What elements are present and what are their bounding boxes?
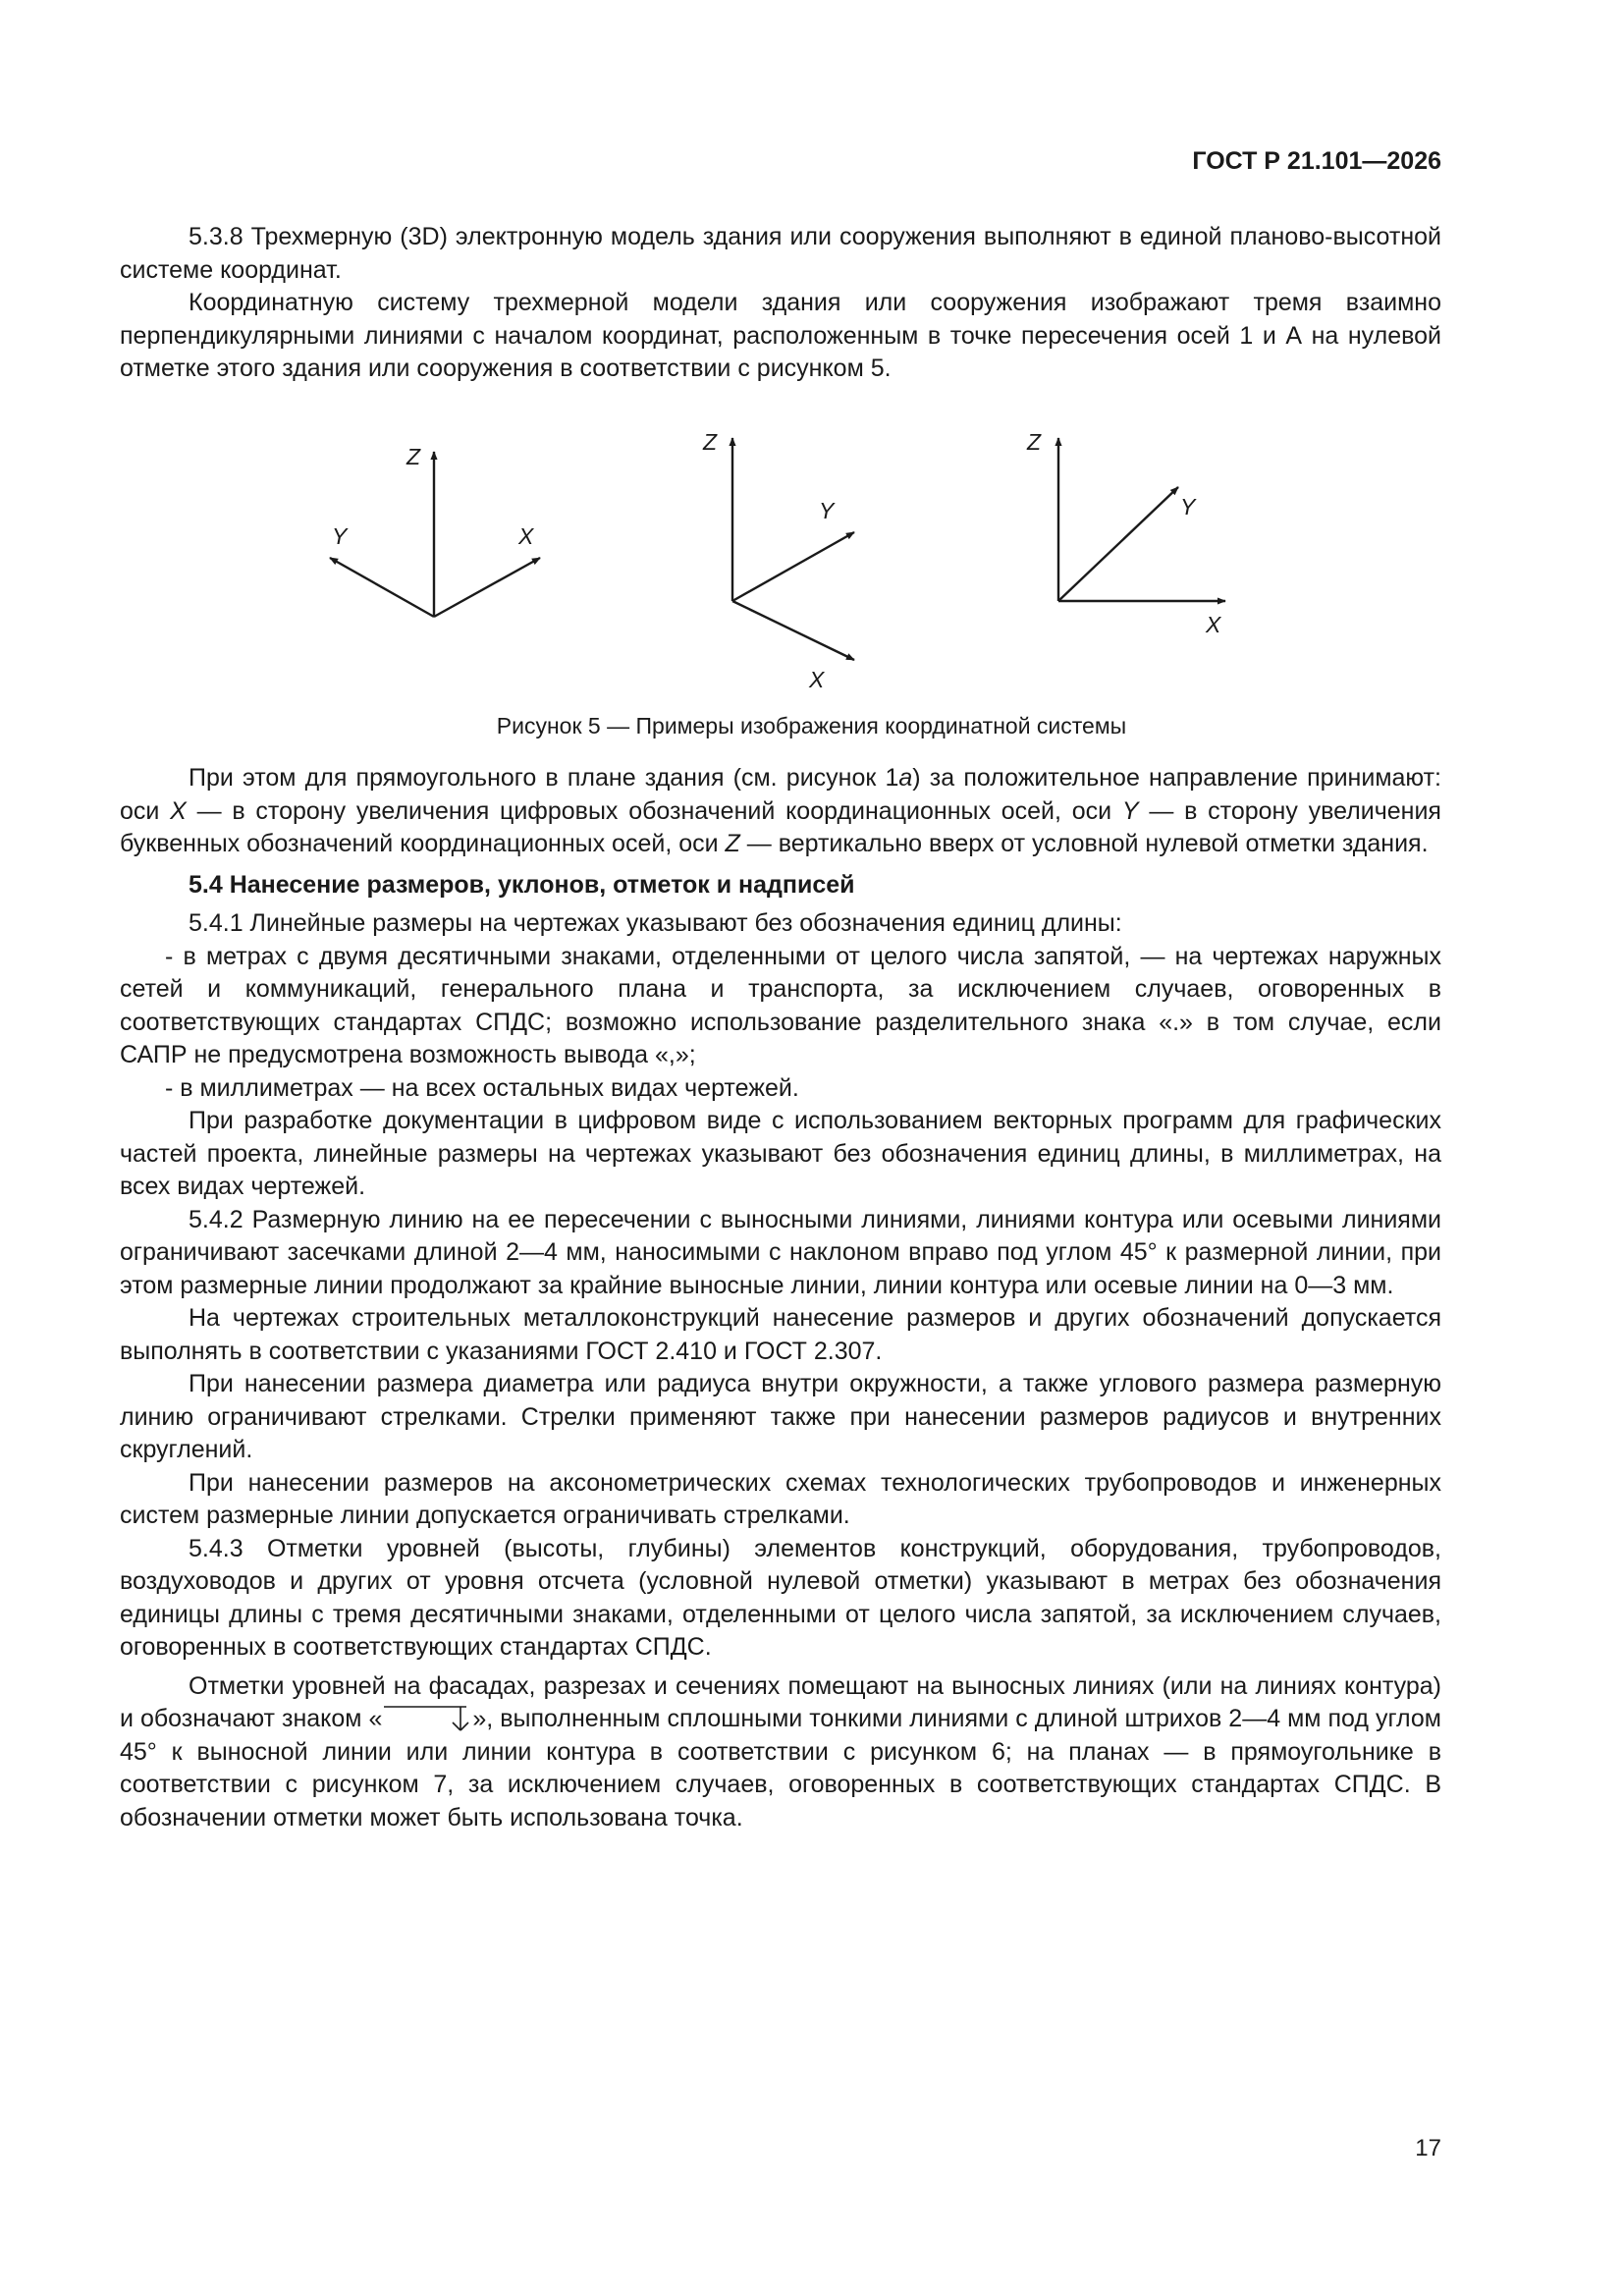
axis-label-z: Z [406,444,421,469]
axis-label-z: Z [1027,429,1042,455]
paragraph-5-4-3: 5.4.3 Отметки уровней (высоты, глубины) элементов конструкций, оборудования, трубопроводов, воздуховодов и других от уровня отсчета (условной нулевой отметки) указывают в метрах без обозначения единицы длины с тремя десятичными знаками, отделенными от целого числа запятой, за исключением случаев, оговоренных в соответствующих стандартах СПДС. [120,1534,1441,1661]
coordinate-example-3 [1026,429,1225,637]
figure-5-caption: Рисунок 5 — Примеры изображения координатной системы [496,713,1127,738]
coordinate-example-2 [702,429,854,692]
paragraph-coordinate-system: Координатную систему трехмерной модели здания или сооружения изображают тремя взаимно перпендикулярными линиями с началом координат, расположенным в точке пересечения осей 1 и А на нулевой отметке этого здания или сооружения в соответствии с рисунком 5. [120,289,1441,382]
section-heading-5-4: 5.4 Нанесение размеров, уклонов, отметок и надписей [189,870,855,899]
axis-label-y: Y [1180,494,1196,519]
axis-label-x: X [1206,612,1221,637]
figure-5-drawing [295,410,1276,695]
paragraph-5-4-2: 5.4.2 Размерную линию на ее пересечении с выносными линиями, линиями контура или осевыми линиями ограничивают засечками длиной 2—4 мм, наносимыми с наклоном вправо под углом 45° к размерной линии, при этом размерные линии продолжают за крайние выносные линии, линии контура или осевые линии на 0—3 мм. [120,1205,1441,1299]
standard-number: ГОСТ Р 21.101—2026 [1192,147,1441,175]
axis-label-x: X [809,667,825,692]
page-number: 17 [1415,2135,1441,2161]
list-item-meters: - в метрах с двумя десятичными знаками, отделенными от целого числа запятой, — на чертежах наружных сетей и коммуникаций, генерального плана и транспорта, за исключением случаев, оговоренных в соответствующих стандартах СПДС; возможно использование разделительного знака «.» в том случае, если САПР не предусмотрена возможность вывода «,»; [120,942,1441,1068]
paragraph-digital-docs: При разработке документации в цифровом виде с использованием векторных программ для графических частей проекта, линейные размеры на чертежах указывают без обозначения единиц длины, в миллиметрах, на всех видах чертежей. [120,1107,1441,1200]
section-5-3-8 [120,221,1441,386]
paragraph-metal-structures: На чертежах строительных металлоконструкций нанесение размеров и других обозначений допускается выполнять в соответствии с указаниями ГОСТ 2.410 и ГОСТ 2.307. [120,1304,1441,1365]
paragraph-level-marks: Отметки уровней на фасадах, разрезах и сечениях помещают на выносных линиях (или на линиях контура) и обозначают знаком « », выполненным сплошными тонкими линиями с длиной штрихов 2—4 мм под углом 45° к выносной линии или линии контура в соответствии с рисунком 6; на планах — в прямоугольнике в соответствии с рисунком 7, за исключением случаев, оговоренных в соответствующих стандартах СПДС. В обозначении отметки может быть использована точка. [120,1671,1441,1831]
paragraph-diameter-radius: При нанесении размера диаметра или радиуса внутри окружности, а также углового размера размерную линию ограничивают стрелками. Стрелки применяют также при нанесении размеров радиусов и внутренних скруглений. [120,1370,1441,1463]
paragraph-positive-directions: При этом для прямоугольного в плане здания (см. рисунок 1а) за положительное направление принимают: оси X — в сторону увеличения цифровых обозначений координационных осей, оси Y — в сторону увеличения буквенных обозначений координационных осей, оси Z — вертикально вверх от условной нулевой отметки здания. [120,764,1442,857]
section-5-4 [120,762,1441,1834]
axis-label-y: Y [819,498,835,523]
paragraph-axonometric: При нанесении размеров на аксонометрических схемах технологических трубопроводов и инженерных систем размерные линии допускается ограничивать стрелками. [120,1468,1441,1529]
axis-label-x: X [518,523,534,549]
axis-label-y: Y [332,523,348,549]
axis-label-z: Z [703,429,718,455]
paragraph-5-3-8: 5.3.8 Трехмерную (3D) электронную модель здания или сооружения выполняют в единой планово-высотной системе координат. [120,223,1441,284]
list-item-millimeters: - в миллиметрах — на всех остальных видах чертежей. [165,1073,799,1102]
coordinate-example-1 [330,444,540,617]
figure-5-coordinate-systems [295,410,1276,695]
level-mark-icon [382,1703,472,1732]
paragraph-5-4-1: 5.4.1 Линейные размеры на чертежах указывают без обозначения единиц длины: [189,909,1122,937]
